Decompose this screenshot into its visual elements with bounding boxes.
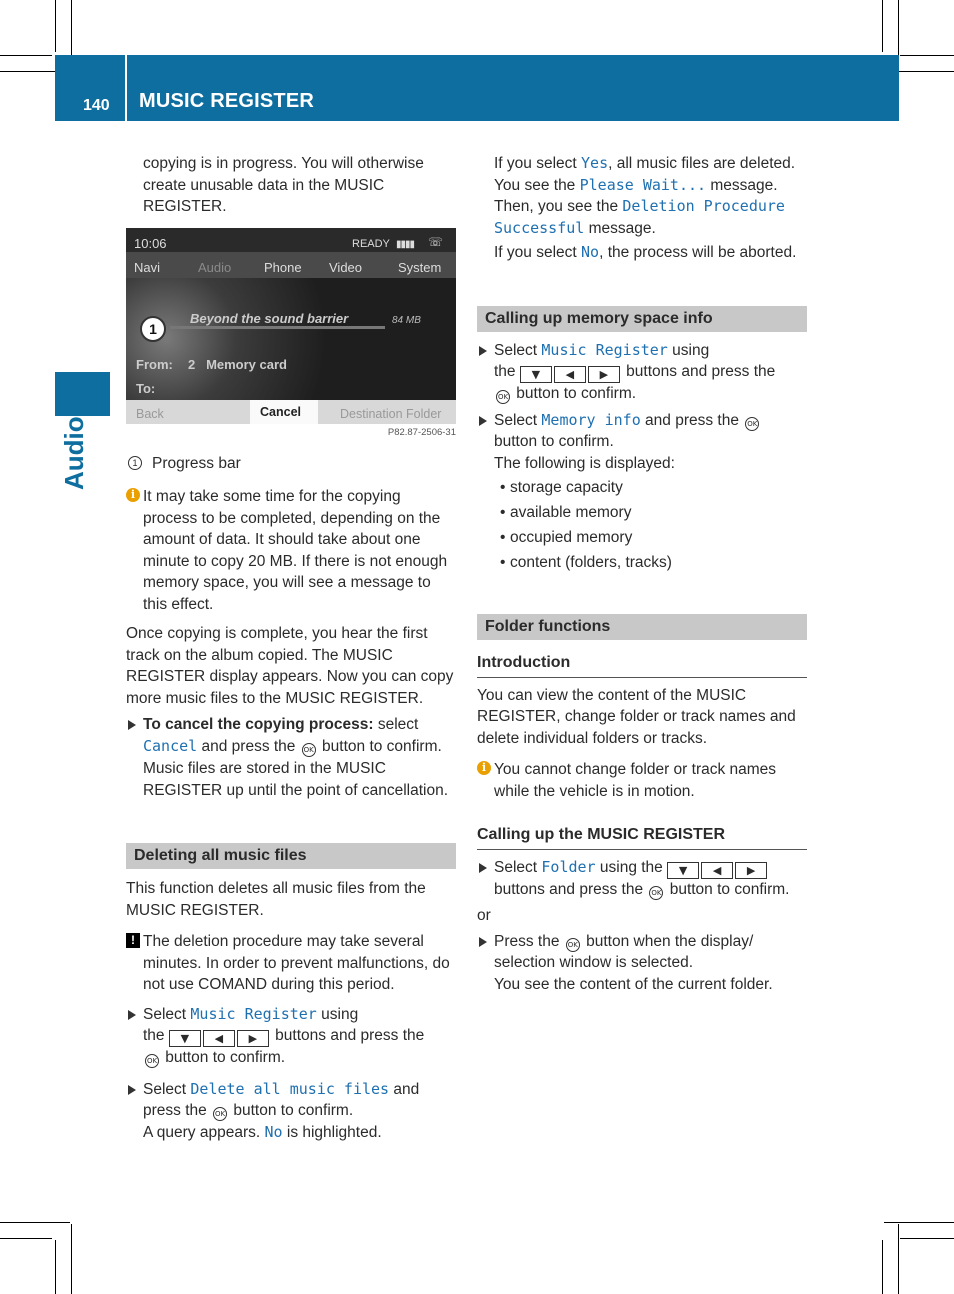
list-item: • available memory (502, 500, 807, 525)
text: and press the (197, 737, 296, 755)
section-heading-delete: Deleting all music files (126, 843, 456, 869)
chapter-tab (55, 372, 110, 416)
text: and press the (640, 411, 739, 429)
crop-mark (0, 1222, 70, 1223)
screen-status-bar (126, 228, 456, 252)
callout-1: 1 (140, 316, 166, 342)
from-value: 2 Memory card (188, 356, 287, 372)
cancel-instruction (126, 714, 456, 801)
to-label: To: (136, 380, 156, 396)
left-key-icon: ◀ (701, 862, 733, 879)
intro-paragraph: copying is in progress. You will otherwise create unusable data in the MUSIC REGISTER. (143, 155, 424, 215)
down-key-icon: ▼ (520, 366, 552, 383)
step-select-music-register (477, 340, 807, 405)
step-select-music-register (126, 1004, 456, 1069)
step-memory-info (477, 410, 807, 475)
memory-info-list (477, 475, 807, 575)
cancel-softkey: Cancel (250, 400, 318, 424)
ui-label-no: No (264, 1122, 283, 1141)
ui-label-please-wait: Please Wait... (579, 175, 707, 194)
ok-button-icon: OK (745, 417, 759, 431)
page-title: MUSIC REGISTER (139, 90, 315, 112)
crop-mark (55, 0, 56, 52)
comand-screen-image (126, 228, 456, 424)
text: is highlighted. (282, 1123, 382, 1141)
info-note-text: It may take some time for the copying process to be completed, depending on the amount of data. It should take about one minute to copy 20 MB. If there is not enough memory space, you will see a message to this effect. (143, 488, 448, 613)
cancel-note: Music files are stored in the MUSIC REGISTER up until the point of cancellation. (143, 760, 448, 799)
step-select-folder (477, 857, 807, 901)
legend-text: Progress bar (152, 454, 241, 472)
left-column (126, 153, 456, 1143)
chapter-label: Audio (59, 416, 89, 490)
right-key-icon: ▶ (735, 862, 767, 879)
text: , all music files are deleted. (608, 155, 796, 172)
ok-button-icon: OK (213, 1107, 227, 1121)
info-icon: i (126, 488, 140, 502)
progress-bar (170, 326, 385, 329)
text: You see the content of the current folder. (494, 975, 773, 993)
text: Select (143, 1005, 191, 1023)
text: If you select (494, 244, 582, 261)
text: Then, you see the (494, 198, 623, 215)
destination-folder-softkey: Destination Folder (340, 406, 442, 421)
text: Select (494, 341, 542, 359)
text: message. (584, 219, 656, 237)
text: Select (143, 1080, 191, 1098)
paragraph: You can view the content of the MUSIC REGISTER, change folder or track names and delete individual folders or tracks. (477, 686, 796, 747)
track-size: 84 MB (392, 314, 421, 326)
text: buttons and press the (270, 1027, 425, 1044)
text: buttons and press the (494, 880, 644, 898)
abort-text (494, 242, 807, 264)
text: and (389, 1080, 420, 1098)
back-softkey: Back (136, 406, 164, 421)
or-text: or (477, 907, 491, 924)
header-divider (125, 55, 127, 121)
step-delete-all (126, 1079, 456, 1144)
crop-mark (0, 55, 52, 56)
warning-text: The deletion procedure may take several minutes. In order to prevent malfunctions, do not use COMAND during this period. (143, 933, 450, 993)
info-note-text: You cannot change folder or track names while the vehicle is in motion. (494, 761, 777, 800)
text: using (316, 1005, 359, 1023)
screen-softkeys (126, 400, 456, 424)
right-key-icon: ▶ (588, 366, 620, 383)
screen-menu (126, 252, 456, 278)
ok-button-icon: OK (496, 390, 510, 404)
crop-mark (882, 1240, 883, 1294)
arrow-icon (128, 1010, 136, 1020)
subheading-introduction: Introduction (477, 652, 807, 678)
from-label: From: (136, 356, 173, 372)
text: The following is displayed: (494, 454, 675, 472)
text: button to confirm. (494, 433, 614, 450)
cancel-heading: To cancel the copying process: (143, 716, 374, 733)
arrow-icon (479, 346, 487, 356)
list-item: • storage capacity (502, 475, 807, 500)
text: button to confirm. (512, 385, 637, 402)
arrow-icon (479, 937, 487, 947)
warning-note (126, 931, 456, 996)
image-reference: P82.87-2506-31 (387, 426, 456, 438)
section-heading-memory: Calling up memory space info (477, 306, 807, 332)
phone-icon: ☏ (428, 234, 444, 249)
menu-item: Audio (198, 259, 232, 275)
paragraph: Once copying is complete, you hear the first track on the album copied. The MUSIC REGISTER display appears. Now you can copy more music files to the MUSIC REGISTER. (126, 625, 454, 707)
text: Select (494, 411, 542, 429)
text: button when the display/ selection window is selected. (494, 932, 754, 971)
right-column (477, 153, 807, 995)
text: button to confirm. (229, 1102, 354, 1119)
ui-label-deletion-successful: Deletion Procedure Successful (494, 197, 785, 237)
ui-label-music-register: Music Register (190, 1004, 317, 1023)
right-key-icon: ▶ (237, 1030, 269, 1047)
step-press-ok (477, 931, 807, 996)
menu-item: Video (329, 259, 363, 275)
ok-button-icon: OK (145, 1054, 159, 1068)
left-key-icon: ◀ (203, 1030, 235, 1047)
screen-body (126, 278, 456, 400)
legend-number-icon: 1 (128, 456, 142, 470)
crop-mark (0, 1238, 52, 1239)
arrow-icon (128, 1085, 136, 1095)
subheading-calling-up: Calling up the MUSIC REGISTER (477, 824, 807, 850)
track-title: Beyond the sound barrier (190, 310, 349, 326)
list-item: • content (folders, tracks) (502, 550, 807, 575)
info-icon: i (477, 761, 491, 775)
menu-item: Phone (264, 259, 302, 275)
text: If you select (494, 155, 582, 172)
menu-item: System (398, 259, 442, 275)
text: buttons and press the (621, 363, 776, 380)
menu-item: Navi (134, 259, 161, 275)
page-header (55, 55, 899, 121)
crop-mark (900, 1238, 954, 1239)
section-heading-folder: Folder functions (477, 614, 807, 640)
ui-label-folder: Folder (541, 857, 596, 876)
legend-item (126, 453, 456, 475)
ok-button-icon: OK (302, 743, 316, 757)
list-item: • occupied memory (502, 525, 807, 550)
down-key-icon: ▼ (667, 862, 699, 879)
ok-button-icon: OK (566, 938, 580, 952)
warning-icon: ! (126, 933, 140, 948)
ok-button-icon: OK (649, 886, 663, 900)
text: , the process will be aborted. (599, 244, 797, 261)
ui-label-yes: Yes (581, 154, 609, 172)
text: message. (706, 176, 778, 194)
deletion-result-text (477, 153, 807, 264)
crop-mark (900, 55, 954, 56)
text: using (667, 341, 710, 359)
text: Select (494, 858, 542, 876)
arrow-icon (479, 416, 487, 426)
ui-label-music-register: Music Register (541, 340, 668, 359)
arrow-icon (479, 863, 487, 873)
crop-mark (882, 0, 883, 52)
screen-status: READY (352, 237, 390, 250)
text: using the (595, 858, 663, 876)
ui-label-cancel: Cancel (143, 736, 198, 755)
info-note (126, 486, 456, 615)
text: select (373, 716, 419, 733)
page-number: 140 (83, 97, 110, 114)
text: press the (143, 1102, 207, 1119)
screen-time: 10:06 (134, 235, 167, 251)
down-key-icon: ▼ (169, 1030, 201, 1047)
text: button to confirm. (161, 1049, 286, 1066)
text: Press the (494, 932, 560, 950)
crop-mark (71, 1224, 72, 1294)
battery-icon: ▮▮▮▮ (396, 238, 415, 250)
crop-mark (55, 1240, 56, 1294)
text: button to confirm. (317, 737, 442, 755)
text: button to confirm. (665, 880, 790, 898)
crop-mark (898, 1224, 899, 1294)
crop-mark (884, 1222, 954, 1223)
left-key-icon: ◀ (554, 366, 586, 383)
text: A query appears. (143, 1123, 265, 1141)
text: the (143, 1027, 165, 1044)
info-note (477, 759, 807, 802)
ui-label-no: No (581, 243, 600, 261)
text: the (494, 363, 516, 380)
paragraph: This function deletes all music files from the MUSIC REGISTER. (126, 880, 426, 919)
ui-label-memory-info: Memory info (541, 410, 641, 429)
text: You see the (494, 176, 580, 194)
arrow-icon (128, 720, 136, 730)
ui-label-delete-all: Delete all music files (190, 1079, 390, 1098)
